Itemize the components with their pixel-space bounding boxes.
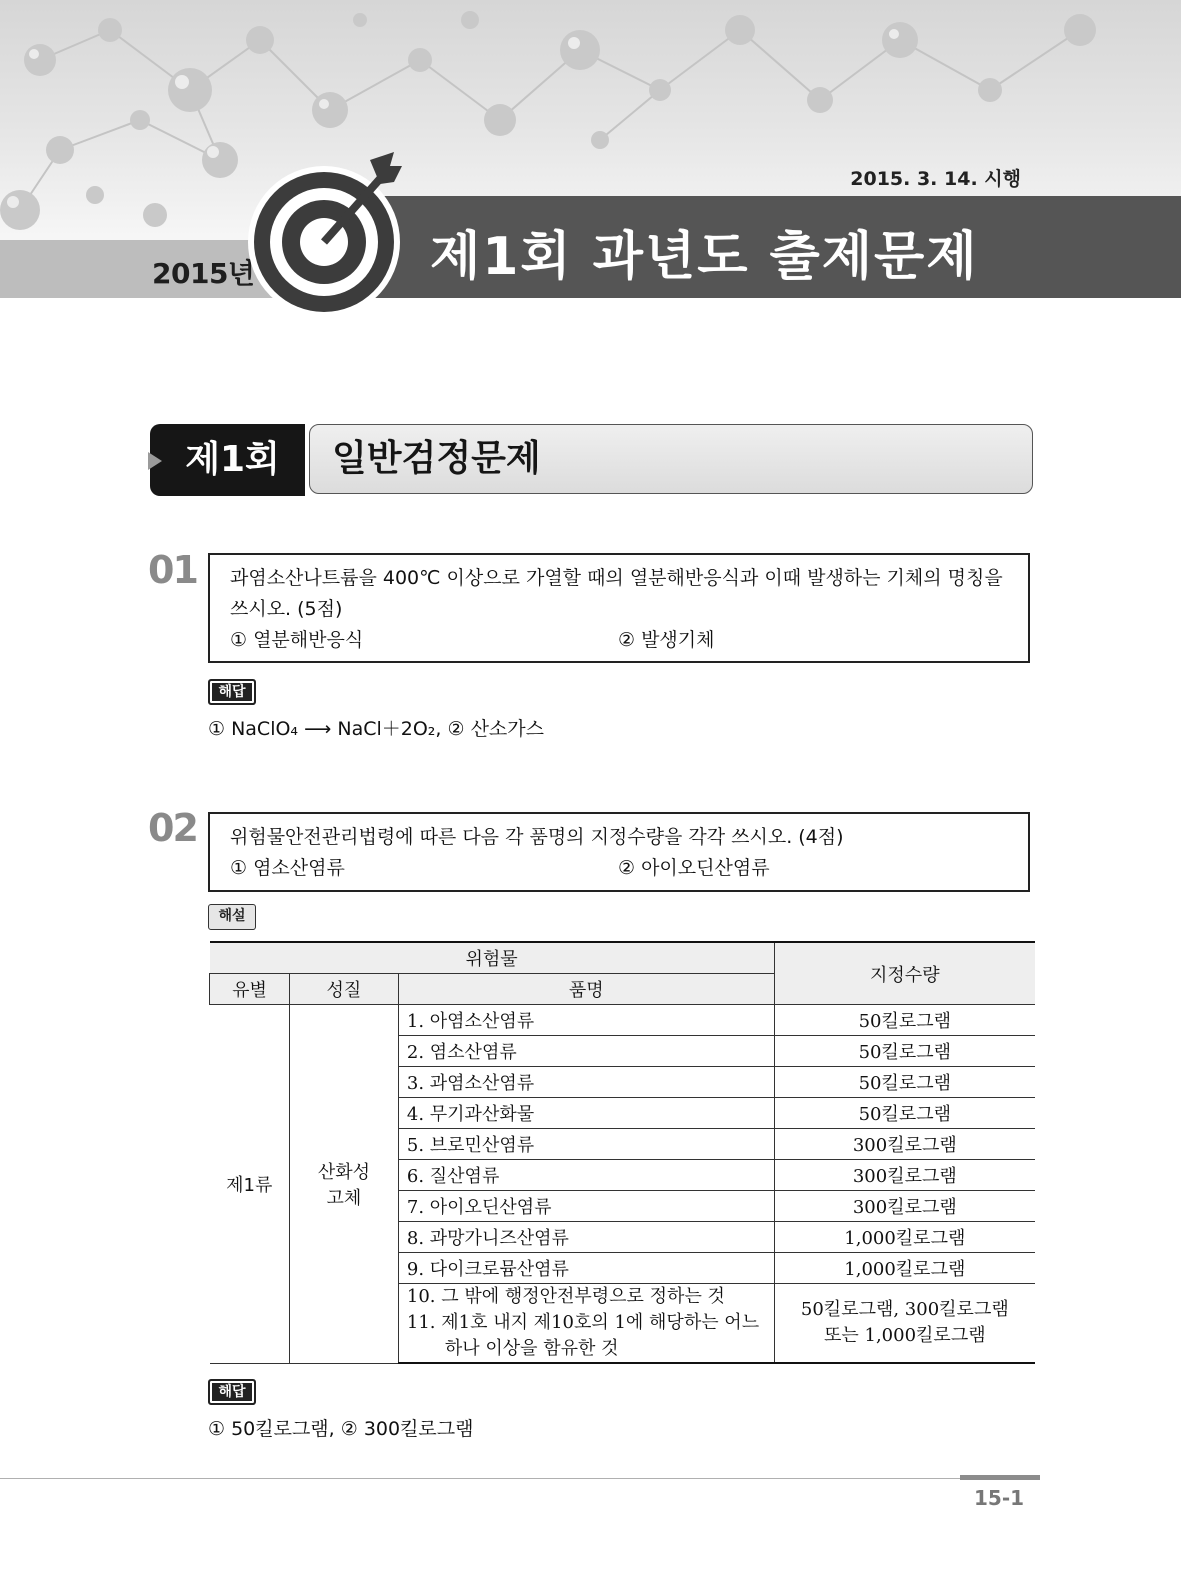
question-box [208,812,1030,892]
footer-divider [0,1478,1040,1479]
table-cell-quantity: 1,000킬로그램 [774,1222,1035,1253]
table-cell-quantity [774,1284,1035,1364]
option-item: ① 염소산염류 [230,857,345,879]
table-cell-quantity: 300킬로그램 [774,1129,1035,1160]
question-box [208,553,1030,663]
table-header-group: 위험물 [210,942,775,974]
table-cell-quantity: 50킬로그램 [774,1067,1035,1098]
table-cell-name: 1. 아염소산염류 [398,1005,774,1036]
table-header-name: 품명 [398,974,774,1005]
page-number: 15-1 [974,1486,1025,1510]
option-item: ① 열분해반응식 [230,629,364,651]
question-options [230,853,1008,884]
table-cell-name [398,1284,774,1364]
table-cell-quantity: 50킬로그램 [774,1036,1035,1067]
exam-date: 2015. 3. 14. 시행 [850,168,1021,190]
question-number: 01 [148,548,197,592]
table-cell-name: 9. 다이크로뮴산염류 [398,1253,774,1284]
option-item: ② 발생기체 [618,629,715,651]
quantity-table [209,941,1035,1364]
table-header-property: 성질 [289,974,398,1005]
table-cell-name: 8. 과망가니즈산염류 [398,1222,774,1253]
table-cell-name: 5. 브로민산염류 [398,1129,774,1160]
footer-accent-bar [960,1475,1040,1480]
table-cell-name: 2. 염소산염류 [398,1036,774,1067]
page-title: 제1회 과년도 출제문제 [430,227,979,287]
name-line: 11. 제1호 내지 제10호의 1에 해당하는 어느 [406,1312,760,1333]
table-row [210,1005,1036,1036]
section-number: 제1회 [150,424,305,496]
arrow-right-icon [148,452,162,470]
question-number: 02 [148,806,197,850]
answer-badge: 해답 [208,679,256,705]
table-cell-name: 3. 과염소산염류 [398,1067,774,1098]
table-cell-name: 4. 무기과산화물 [398,1098,774,1129]
explanation-badge: 해설 [208,904,256,930]
table-cell-quantity: 50킬로그램 [774,1005,1035,1036]
question-options [230,625,1008,656]
answer-text: ① NaClO₄ ⟶ NaCl＋2O₂, ② 산소가스 [208,718,544,740]
answer-badge: 해답 [208,1379,256,1405]
table-cell-quantity: 300킬로그램 [774,1191,1035,1222]
table-header-type: 유별 [210,974,290,1005]
table-cell-quantity: 50킬로그램 [774,1098,1035,1129]
table-cell-name: 6. 질산염류 [398,1160,774,1191]
question-text: 위험물안전관리법령에 따른 다음 각 품명의 지정수량을 각각 쓰시오. (4점) [230,826,844,848]
table-header-quantity: 지정수량 [774,942,1035,1005]
property-line: 고체 [326,1187,362,1209]
table-cell-property [289,1005,398,1364]
table-cell-type: 제1류 [210,1005,290,1364]
name-line: 하나 이상을 함유한 것 [444,1338,619,1359]
answer-text: ① 50킬로그램, ② 300킬로그램 [208,1418,474,1440]
year-label: 2015년 [152,257,255,290]
quantity-line: 또는 1,000킬로그램 [824,1325,986,1346]
option-item: ② 아이오딘산염류 [618,857,770,879]
table-cell-name: 7. 아이오딘산염류 [398,1191,774,1222]
quantity-line: 50킬로그램, 300킬로그램 [800,1299,1009,1320]
name-line: 10. 그 밖에 행정안전부령으로 정하는 것 [406,1286,725,1307]
table-cell-quantity: 300킬로그램 [774,1160,1035,1191]
property-line: 산화성 [317,1161,370,1183]
table-cell-quantity: 1,000킬로그램 [774,1253,1035,1284]
section-title: 일반검정문제 [309,424,1033,494]
question-text: 과염소산나트륨을 400℃ 이상으로 가열할 때의 열분해반응식과 이때 발생하는 기체의 명칭을 쓰시오. (5점) [230,567,1003,620]
target-icon [244,150,414,330]
